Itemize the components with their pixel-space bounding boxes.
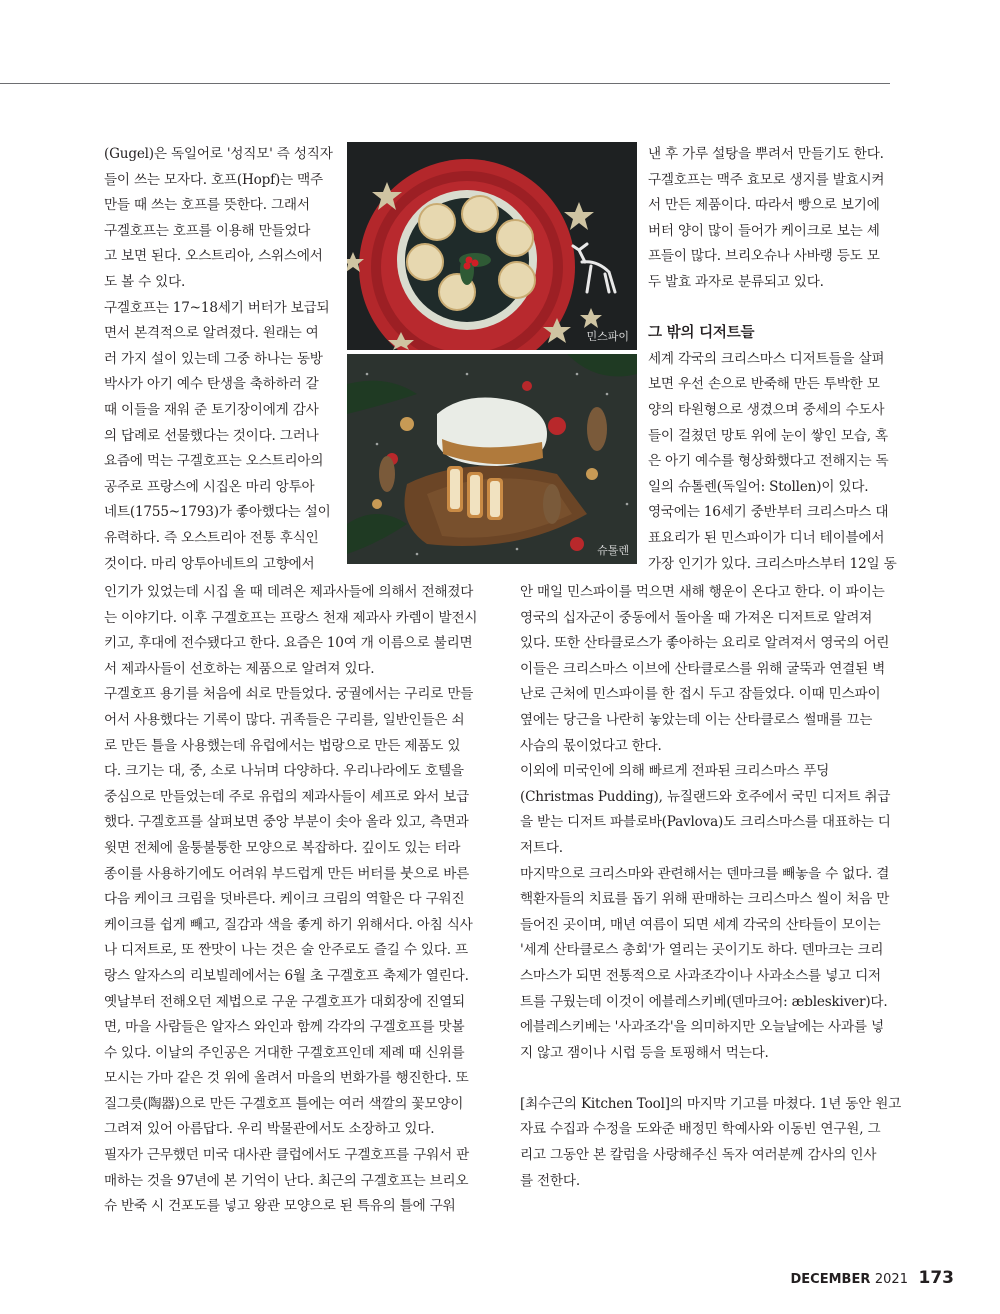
text-line: 난로 근처에 민스파이를 한 접시 두고 잠들었다. 이때 민스파이 xyxy=(520,686,881,703)
text-line: 구겔호프는 맥주 효모로 생지를 발효시켜 xyxy=(648,171,885,188)
text-line: 케이크를 쉽게 빼고, 질감과 색을 좋게 하기 위해서다. 아침 식사 xyxy=(104,916,473,933)
text-line: 은 아기 예수를 형상화했다고 전해지는 독 xyxy=(648,453,889,470)
text-line: 사슴의 몫이었다고 한다. xyxy=(520,737,662,754)
text-line: 박사가 아기 예수 탄생을 축하하러 갈 xyxy=(104,376,319,393)
text-line: 을 받는 디저트 파블로바(Pavlova)도 크리스마스를 대표하는 디 xyxy=(520,814,891,831)
photo-credit: 민스파이 xyxy=(586,330,629,343)
text-line: 네트(1755~1793)가 좋아했다는 설이 xyxy=(104,504,331,521)
text-line: 윗면 전체에 울퉁불퉁한 모양으로 복잡하다. 깊이도 있는 터라 xyxy=(104,839,461,856)
text-line: 키고, 후대에 전수됐다고 한다. 요즘은 10여 개 이름으로 불리면 xyxy=(104,635,473,652)
text-line: 트를 구웠는데 이것이 에블레스키베(덴마크어: æbleskiver)다. xyxy=(520,993,888,1010)
section-heading: 그 밖의 디저트들 xyxy=(648,325,755,342)
text-line: 만들 때 쓰는 호프를 뜻한다. 그래서 xyxy=(104,197,310,214)
text-line: 표요리가 된 민스파이가 디너 테이블에서 xyxy=(648,529,885,546)
header-rule xyxy=(0,83,890,84)
text-line: 다음 케이크 크림을 덧바른다. 케이크 크림의 역할은 다 구워진 xyxy=(104,891,465,908)
text-line: 다. 크기는 대, 중, 소로 나뉘며 다양하다. 우리나라에도 호텔을 xyxy=(104,763,464,780)
mince-pie-illustration xyxy=(347,142,637,350)
text-line: 의 답례로 선물했다는 것이다. 그러나 xyxy=(104,427,319,444)
mince-pie-photo xyxy=(347,142,637,350)
text-line: 구겔호프 용기를 처음에 쇠로 만들었다. 궁궐에서는 구리로 만들 xyxy=(104,686,474,703)
page-number: 173 xyxy=(918,1268,954,1288)
right-column-top xyxy=(648,142,896,577)
text-line: 영국에는 16세기 중반부터 크리스마스 대 xyxy=(648,504,889,521)
text-line: 들이 걸쳤던 망토 위에 눈이 쌓인 모습, 혹 xyxy=(648,427,888,444)
text-line: 지 않고 잼이나 시럽 등을 토핑해서 먹는다. xyxy=(520,1044,769,1061)
page-footer xyxy=(791,1268,954,1288)
text-line: 는 이야기다. 이후 구겔호프는 프랑스 천재 제과사 카렘이 발전시 xyxy=(104,609,478,626)
text-line: 서 만든 제품이다. 따라서 빵으로 보기에 xyxy=(648,197,880,214)
closing-line: 를 전한다. xyxy=(520,1172,580,1189)
text-line: 로 만든 틀을 사용했는데 유럽에서는 법랑으로 만든 제품도 있 xyxy=(104,737,461,754)
text-line: 매하는 것을 97년에 본 기억이 난다. 최근의 구겔호프는 브리오 xyxy=(104,1172,469,1189)
footer-month: DECEMBER xyxy=(790,1272,871,1287)
stollen-photo xyxy=(347,354,637,564)
text-line: 이들은 크리스마스 이브에 산타클로스를 위해 굴뚝과 연결된 벽 xyxy=(520,660,886,677)
text-line: 옆에는 당근을 나란히 놓았는데 이는 산타클로스 썰매를 끄는 xyxy=(520,711,873,728)
text-line: 수 있다. 이날의 주인공은 거대한 구겔호프인데 제례 때 신위를 xyxy=(104,1044,465,1061)
text-line: 일의 슈톨렌(독일어: Stollen)이 있다. xyxy=(648,478,869,495)
text-line: 슈 반죽 시 건포도를 넣고 왕관 모양으로 된 특유의 틀에 구워 xyxy=(104,1198,456,1215)
text-line: 있다. 또한 산타클로스가 좋아하는 요리로 알려져서 영국의 어린 xyxy=(520,635,890,652)
text-line: 구겔호프는 호프를 이용해 만들었다 xyxy=(104,222,311,239)
closing-line: 자료 수집과 수정을 도와준 배정민 학예사와 이동빈 연구원, 그 xyxy=(520,1121,881,1138)
text-line: 들이 쓰는 모자다. 호프(Hopf)는 맥주 xyxy=(104,171,323,188)
text-line: 것이다. 마리 앙투아네트의 고향에서 xyxy=(104,555,315,572)
closing-line: 리고 그동안 본 칼럼을 사랑해주신 독자 여러분께 감사의 인사 xyxy=(520,1147,877,1164)
right-column-bottom xyxy=(520,580,902,1194)
text-line: 두 발효 과자로 분류되고 있다. xyxy=(648,273,824,290)
text-line: 마지막으로 크리스마와 관련해서는 덴마크를 빼놓을 수 없다. 결 xyxy=(520,865,890,882)
text-line: 질그릇(陶器)으로 만든 구겔호프 틀에는 여러 색깔의 꽃모양이 xyxy=(104,1095,464,1112)
text-line: 러 가지 설이 있는데 그중 하나는 동방 xyxy=(104,350,323,367)
left-column-bottom xyxy=(104,580,488,1220)
text-line: 안 매일 민스파이를 먹으면 새해 행운이 온다고 한다. 이 파이는 xyxy=(520,584,885,600)
text-line: 세계 각국의 크리스마스 디저트들을 살펴 xyxy=(648,350,885,367)
text-line: 필자가 근무했던 미국 대사관 클럽에서도 구겔호프를 구워서 판 xyxy=(104,1147,470,1164)
text-line: 옛날부터 전해오던 제법으로 구운 구겔호프가 대회장에 진열되 xyxy=(104,993,465,1010)
text-line: 랑스 알자스의 리보빌레에서는 6월 초 구겔호프 축제가 열린다. xyxy=(104,967,469,984)
text-line: 이외에 미국인에 의해 빠르게 전파된 크리스마스 푸딩 xyxy=(520,763,830,780)
text-line: 모시는 가마 같은 것 위에 올려서 마을의 번화가를 행진한다. 또 xyxy=(104,1070,469,1087)
text-line: 가장 인기가 있다. 크리스마스부터 12일 동 xyxy=(648,555,897,572)
text-line: (Gugel)은 독일어로 '성직모' 즉 성직자 xyxy=(104,146,333,162)
text-line: 그려져 있어 아름답다. 우리 박물관에서도 소장하고 있다. xyxy=(104,1121,435,1138)
text-line: 구겔호프는 17~18세기 버터가 보급되 xyxy=(104,299,330,316)
closing-line: [최수근의 Kitchen Tool]의 마지막 기고를 마쳤다. 1년 동안 원고 xyxy=(520,1095,902,1112)
text-line: 면, 마을 사람들은 알자스 와인과 함께 각각의 구겔호프를 맛볼 xyxy=(104,1019,465,1036)
text-line: 종이를 사용하기에도 어려워 부드럽게 만든 버터를 붓으로 바른 xyxy=(104,865,470,882)
footer-year: 2021 xyxy=(874,1272,908,1287)
text-line: 했다. 구겔호프를 살펴보면 중앙 부분이 솟아 올라 있고, 측면과 xyxy=(104,814,469,831)
text-line: 프들이 많다. 브리오슈나 사바랭 등도 모 xyxy=(648,248,880,265)
stollen-illustration xyxy=(347,354,637,564)
text-line: 양의 타원형으로 생겼으며 중세의 수도사 xyxy=(648,401,885,418)
text-line: 때 이들을 재워 준 토기장이에게 감사 xyxy=(104,401,319,418)
text-line: 스마스가 되면 전통적으로 사과조각이나 사과소스를 넣고 디저 xyxy=(520,967,881,984)
text-line: 어서 사용했다는 기록이 많다. 귀족들은 구리를, 일반인들은 쇠 xyxy=(104,711,465,728)
text-line: 버터 양이 많이 들어가 케이크로 보는 셰 xyxy=(648,222,880,239)
text-line: 낸 후 가루 설탕을 뿌려서 만들기도 한다. xyxy=(648,146,884,162)
text-line: 도 볼 수 있다. xyxy=(104,273,186,290)
text-line: 핵환자들의 치료를 돕기 위해 판매하는 크리스마스 씰이 처음 만 xyxy=(520,891,890,908)
text-line: 서 제과사들이 선호하는 제품으로 알려져 있다. xyxy=(104,660,375,677)
photo-credit: 슈톨렌 xyxy=(597,544,629,557)
text-line: 유력하다. 즉 오스트리아 전통 후식인 xyxy=(104,529,319,546)
text-line: 면서 본격적으로 알려졌다. 원래는 여 xyxy=(104,325,319,342)
text-line: 공주로 프랑스에 시집온 마리 앙투아 xyxy=(104,478,315,495)
text-line: 요즘에 먹는 구겔호프는 오스트리아의 xyxy=(104,453,324,470)
text-line: 영국의 십자군이 중동에서 돌아올 때 가져온 디저트로 알려져 xyxy=(520,609,873,626)
text-line: 들어진 곳이며, 매년 여름이 되면 세계 각국의 산타들이 모이는 xyxy=(520,916,881,933)
text-line: 인기가 있었는데 시집 올 때 데려온 제과사들에 의해서 전해졌다 xyxy=(104,584,474,600)
text-line: 나 디저트로, 또 짠맛이 나는 것은 술 안주로도 즐길 수 있다. 프 xyxy=(104,942,468,959)
text-line: 저트다. xyxy=(520,839,563,856)
text-line: 에블레스키베는 '사과조각'을 의미하지만 오늘날에는 사과를 넣 xyxy=(520,1019,884,1036)
text-line: 보면 우선 손으로 반죽해 만든 투박한 모 xyxy=(648,376,880,393)
text-line: 중심으로 만들었는데 주로 유럽의 제과사들이 셰프로 와서 보급 xyxy=(104,788,470,805)
text-line: 고 보면 된다. 오스트리아, 스위스에서 xyxy=(104,248,323,265)
left-column-top xyxy=(104,142,344,577)
text-line: '세계 산타클로스 총회'가 열리는 곳이기도 하다. 덴마크는 크리 xyxy=(520,942,884,959)
text-line: (Christmas Pudding), 뉴질랜드와 호주에서 국민 디저트 취급 xyxy=(520,788,891,805)
